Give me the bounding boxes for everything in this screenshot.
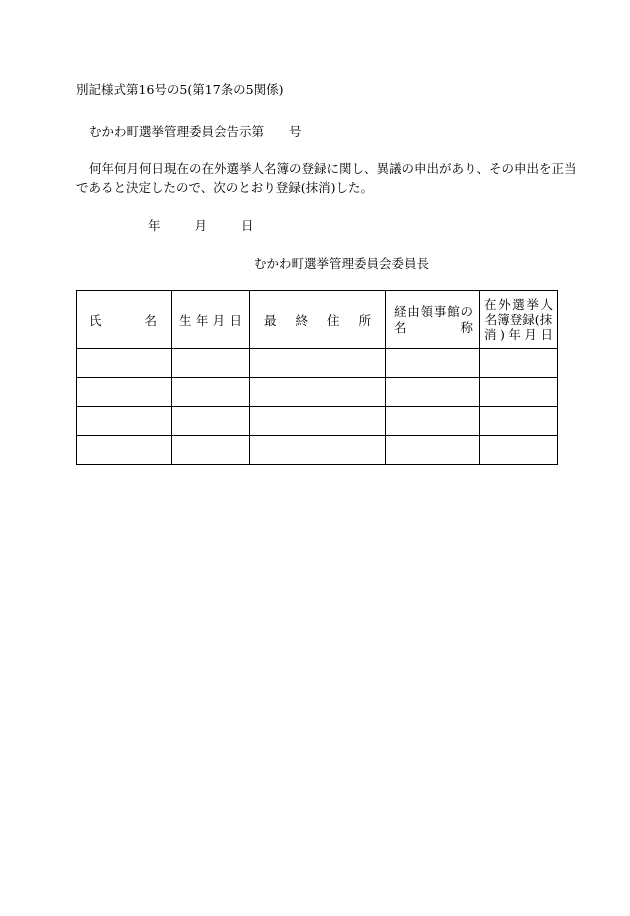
- header-consulate-char: 経: [394, 303, 407, 319]
- table-cell: [77, 378, 172, 407]
- header-birth-char: 年: [195, 312, 209, 328]
- header-consulate-name: [386, 291, 480, 349]
- table-cell: [77, 349, 172, 378]
- table-cell: [386, 436, 480, 465]
- date-year: 年: [148, 218, 161, 233]
- table-header-row: [77, 291, 558, 349]
- header-consulate-char: の: [460, 303, 473, 319]
- body-text-line-2: であると決定したので、次のとおり登録(抹消)した。: [76, 180, 374, 195]
- table-row: [77, 407, 558, 436]
- signatory: むかわ町選挙管理委員会委員長: [254, 256, 430, 271]
- table-cell: [77, 436, 172, 465]
- date-day: 日: [240, 218, 254, 233]
- table-cell: [386, 378, 480, 407]
- header-regdate-line: 名簿登録(抹: [484, 312, 553, 327]
- table-cell: [250, 349, 386, 378]
- table-cell: [172, 407, 250, 436]
- register-table: [76, 290, 558, 465]
- notice-number: むかわ町選挙管理委員会告示第 号: [89, 124, 302, 139]
- header-regdate-char: 日: [540, 327, 553, 342]
- table-cell: [172, 349, 250, 378]
- header-addr-char: 所: [358, 312, 371, 328]
- table-cell: [250, 436, 386, 465]
- header-regdate-char: 人: [540, 297, 553, 312]
- form-reference: 別記様式第16号の5(第17条の5関係): [76, 82, 284, 97]
- header-regdate-char: 外: [498, 297, 511, 312]
- table-cell: [250, 407, 386, 436]
- header-consulate-char: 事: [433, 303, 447, 319]
- header-addr-char: 終: [295, 312, 308, 328]
- date-line: [148, 218, 253, 234]
- date-month: 月: [194, 218, 207, 233]
- header-birth-char: 月: [212, 312, 226, 328]
- table-cell: [172, 378, 250, 407]
- header-addr-char: 最: [264, 312, 277, 328]
- header-consulate-char: 領: [420, 303, 434, 319]
- table-cell: [480, 407, 558, 436]
- table-cell: [386, 407, 480, 436]
- header-consulate-char: 称: [460, 319, 473, 335]
- table-row: [77, 378, 558, 407]
- header-last-address: [250, 291, 386, 349]
- header-birthdate: [172, 291, 250, 349]
- body-text-line-1: 何年何月何日現在の在外選挙人名簿の登録に関し、異議の申出があり、その申出を正当: [89, 161, 577, 176]
- header-registration-date: [480, 291, 558, 349]
- header-addr-char: 住: [326, 312, 340, 328]
- header-birth-char: 生: [179, 312, 192, 328]
- table-cell: [480, 349, 558, 378]
- header-regdate-char: 消: [484, 327, 497, 342]
- table-row: [77, 436, 558, 465]
- table-cell: [480, 378, 558, 407]
- header-regdate-char: 年: [508, 327, 521, 342]
- table-cell: [250, 378, 386, 407]
- header-regdate-char: ): [500, 327, 505, 342]
- header-name-char: 氏: [89, 312, 102, 328]
- table-row: [77, 349, 558, 378]
- header-name: [77, 291, 172, 349]
- header-regdate-char: 在: [484, 297, 497, 312]
- table-cell: [386, 349, 480, 378]
- header-consulate-char: 由: [407, 303, 420, 319]
- header-consulate-char: 館: [447, 303, 460, 319]
- header-birth-char: 日: [229, 312, 242, 328]
- table-cell: [77, 407, 172, 436]
- header-regdate-char: 選: [512, 297, 525, 312]
- header-name-char: 名: [144, 312, 157, 328]
- table-cell: [480, 436, 558, 465]
- header-consulate-char: 名: [394, 319, 407, 335]
- header-regdate-char: 挙: [526, 297, 539, 312]
- header-regdate-char: 月: [524, 327, 537, 342]
- table-cell: [172, 436, 250, 465]
